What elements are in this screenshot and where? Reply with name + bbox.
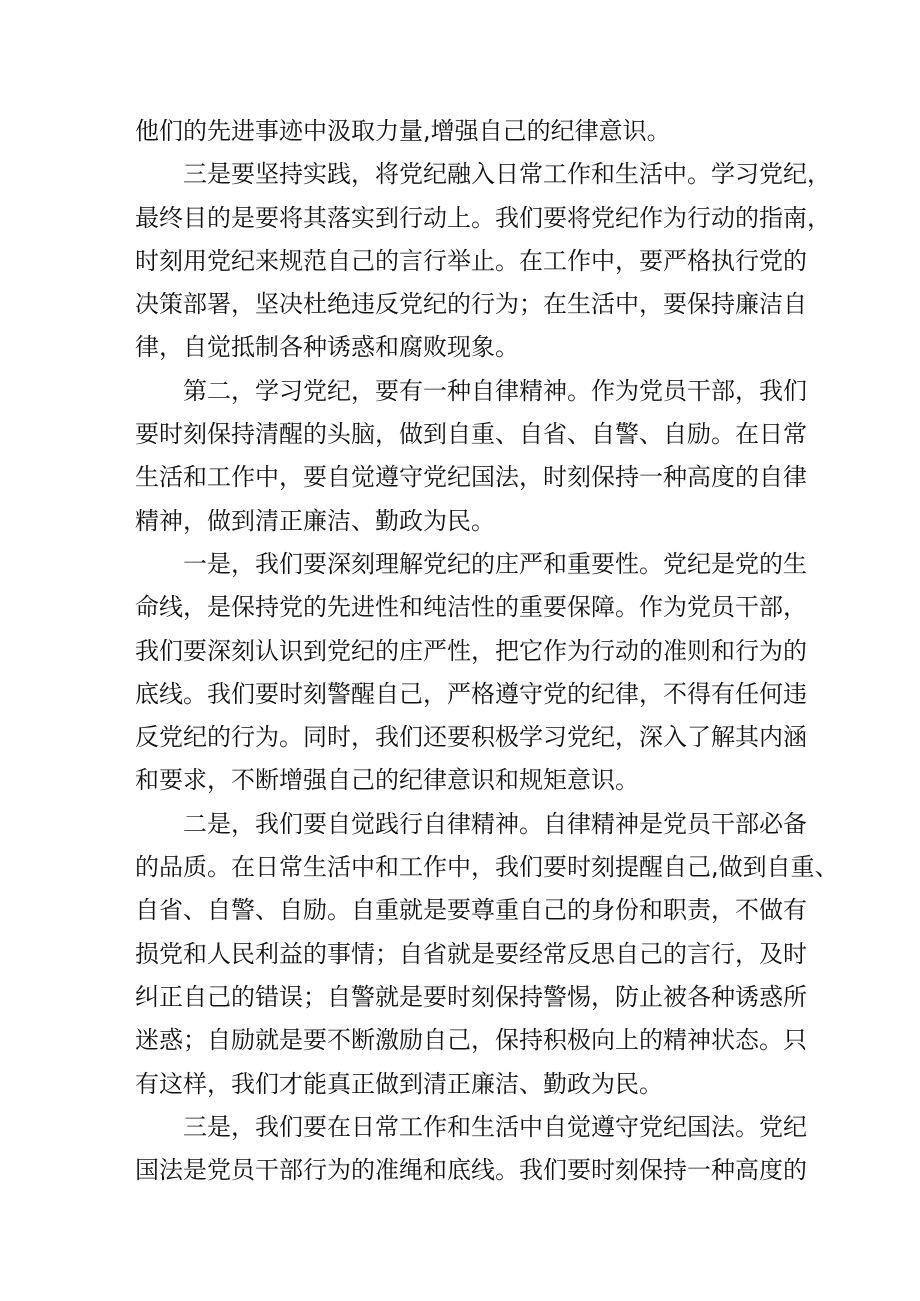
text-line: 命线，是保持党的先进性和纯洁性的重要保障。作为党员干部， xyxy=(135,593,807,622)
text-line: 要时刻保持清醒的头脑，做到自重、自省、自警、自励。在日常 xyxy=(135,420,807,449)
text-line: 决策部署，坚决杜绝违反党纪的行为；在生活中，要保持廉洁自 xyxy=(135,290,807,319)
text-line: 一是，我们要深刻理解党纪的庄严和重要性。党纪是党的生 xyxy=(183,549,807,578)
text-line: 反党纪的行为。同时，我们还要积极学习党纪，深入了解其内涵 xyxy=(135,723,807,752)
text-line: 精神，做到清正廉洁、勤政为民。 xyxy=(135,506,495,535)
text-line: 的品质。在日常生活中和工作中，我们要时刻提醒自己,做到自重、 xyxy=(135,853,839,882)
text-line: 最终目的是要将其落实到行动上。我们要将党纪作为行动的指南， xyxy=(135,203,831,232)
text-line: 二是，我们要自觉践行自律精神。自律精神是党员干部必备 xyxy=(183,809,807,838)
text-line: 有这样，我们才能真正做到清正廉洁、勤政为民。 xyxy=(135,1069,663,1098)
text-line: 第二，学习党纪，要有一种自律精神。作为党员干部，我们 xyxy=(183,376,807,405)
text-line: 国法是党员干部行为的准绳和底线。我们要时刻保持一种高度的 xyxy=(135,1156,807,1185)
text-line: 底线。我们要时刻警醒自己，严格遵守党的纪律，不得有任何违 xyxy=(135,679,807,708)
text-line: 迷惑；自励就是要不断激励自己，保持积极向上的精神状态。只 xyxy=(135,1026,807,1055)
text-line: 时刻用党纪来规范自己的言行举止。在工作中，要严格执行党的 xyxy=(135,246,807,275)
body-text xyxy=(135,110,839,1192)
text-line: 他们的先进事迹中汲取力量,增强自己的纪律意识。 xyxy=(135,117,671,145)
text-line: 生活和工作中，要自觉遵守党纪国法，时刻保持一种高度的自律 xyxy=(135,463,807,492)
text-line: 三是要坚持实践，将党纪融入日常工作和生活中。学习党纪， xyxy=(183,160,831,189)
text-line: 三是，我们要在日常工作和生活中自觉遵守党纪国法。党纪 xyxy=(183,1112,807,1141)
text-line: 损党和人民利益的事情；自省就是要经常反思自己的言行，及时 xyxy=(135,939,807,968)
text-line: 我们要深刻认识到党纪的庄严性，把它作为行动的准则和行为的 xyxy=(135,636,807,665)
text-line: 律，自觉抵制各种诱惑和腐败现象。 xyxy=(135,333,519,362)
text-line: 纠正自己的错误；自警就是要时刻保持警惕，防止被各种诱惑所 xyxy=(135,982,807,1011)
text-line: 和要求，不断增强自己的纪律意识和规矩意识。 xyxy=(135,766,639,795)
text-line: 自省、自警、自励。自重就是要尊重自己的身份和职责，不做有 xyxy=(135,896,807,925)
